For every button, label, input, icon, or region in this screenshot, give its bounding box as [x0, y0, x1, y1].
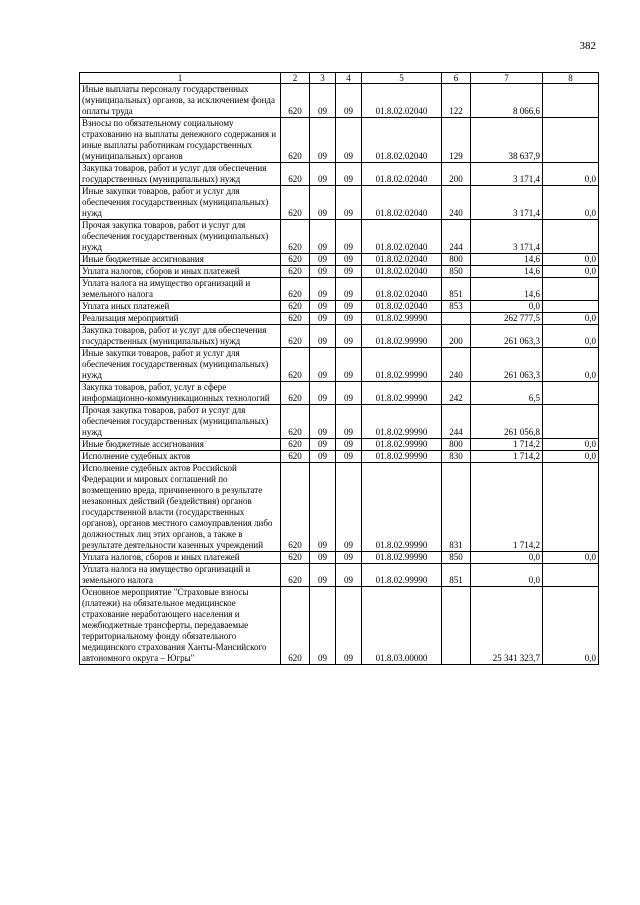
cell-ministry: 620: [281, 348, 310, 382]
cell-section: 09: [310, 451, 336, 463]
cell-expense-type: 240: [442, 348, 471, 382]
header-row: [80, 73, 599, 84]
cell-section: 09: [310, 84, 336, 118]
cell-ministry: 620: [281, 587, 310, 665]
cell-subsection: 09: [336, 552, 362, 564]
cell-federal-amount: 0,0: [543, 439, 599, 451]
table-row: [80, 118, 599, 163]
cell-target-article: 01.8.02.99990: [362, 348, 442, 382]
table-row: [80, 325, 599, 348]
cell-ministry: 620: [281, 220, 310, 254]
table-row: [80, 301, 599, 313]
cell-federal-amount: 0,0: [543, 348, 599, 382]
cell-subsection: 09: [336, 163, 362, 186]
cell-section: 09: [310, 325, 336, 348]
cell-amount: 261 063,3: [471, 325, 543, 348]
cell-name: Основное мероприятие "Страховые взносы (платежи) на обязательное медицинское страхование неработающего населения и межбюджетные трансферты, передаваемые территориальному фонду обязательного медицинского страхования Ханты-Мансийского автономного округа – Югры": [80, 587, 281, 665]
cell-target-article: 01.8.02.99990: [362, 564, 442, 587]
cell-subsection: 09: [336, 278, 362, 301]
cell-ministry: 620: [281, 266, 310, 278]
cell-expense-type: [442, 313, 471, 325]
cell-section: 09: [310, 463, 336, 552]
cell-section: 09: [310, 313, 336, 325]
table-row: [80, 587, 599, 665]
cell-amount: 14,6: [471, 254, 543, 266]
cell-expense-type: 831: [442, 463, 471, 552]
cell-ministry: 620: [281, 405, 310, 439]
cell-name: Уплата налога на имущество организаций и земельного налога: [80, 564, 281, 587]
cell-expense-type: 850: [442, 266, 471, 278]
table-row: [80, 382, 599, 405]
cell-target-article: 01.8.02.99990: [362, 439, 442, 451]
table-row: [80, 313, 599, 325]
cell-expense-type: [442, 587, 471, 665]
table-row: [80, 439, 599, 451]
cell-name: Уплата налогов, сборов и иных платежей: [80, 552, 281, 564]
cell-federal-amount: [543, 118, 599, 163]
col-header-2: 2: [281, 73, 310, 84]
cell-subsection: 09: [336, 313, 362, 325]
cell-name: Иные бюджетные ассигнования: [80, 254, 281, 266]
table-row: [80, 451, 599, 463]
cell-expense-type: 853: [442, 301, 471, 313]
cell-name: Уплата налога на имущество организаций и земельного налога: [80, 278, 281, 301]
cell-name: Прочая закупка товаров, работ и услуг для обеспечения государственных (муниципальных) нужд: [80, 220, 281, 254]
cell-section: 09: [310, 118, 336, 163]
table-row: [80, 220, 599, 254]
cell-federal-amount: [543, 405, 599, 439]
cell-subsection: 09: [336, 463, 362, 552]
cell-target-article: 01.8.02.02040: [362, 163, 442, 186]
table-row: [80, 463, 599, 552]
cell-federal-amount: [543, 278, 599, 301]
cell-name: Иные выплаты персоналу государственных (муниципальных) органов, за исключением фонда оплаты труда: [80, 84, 281, 118]
cell-name: Уплата налогов, сборов и иных платежей: [80, 266, 281, 278]
cell-ministry: 620: [281, 382, 310, 405]
cell-subsection: 09: [336, 220, 362, 254]
cell-section: 09: [310, 405, 336, 439]
cell-amount: 0,0: [471, 552, 543, 564]
cell-amount: 8 066,6: [471, 84, 543, 118]
cell-target-article: 01.8.02.02040: [362, 220, 442, 254]
cell-target-article: 01.8.02.02040: [362, 186, 442, 220]
cell-target-article: 01.8.02.02040: [362, 278, 442, 301]
cell-section: 09: [310, 220, 336, 254]
cell-ministry: 620: [281, 118, 310, 163]
budget-table: [79, 72, 599, 665]
col-header-8: 8: [543, 73, 599, 84]
cell-subsection: 09: [336, 587, 362, 665]
cell-target-article: 01.8.02.02040: [362, 301, 442, 313]
cell-target-article: 01.8.02.99990: [362, 463, 442, 552]
cell-section: 09: [310, 301, 336, 313]
cell-target-article: 01.8.02.99990: [362, 552, 442, 564]
cell-name: Уплата иных платежей: [80, 301, 281, 313]
cell-amount: 14,6: [471, 278, 543, 301]
cell-ministry: 620: [281, 163, 310, 186]
cell-subsection: 09: [336, 564, 362, 587]
cell-federal-amount: [543, 564, 599, 587]
col-header-5: 5: [362, 73, 442, 84]
cell-expense-type: 200: [442, 325, 471, 348]
cell-ministry: 620: [281, 552, 310, 564]
col-header-1: 1: [80, 73, 281, 84]
cell-expense-type: 129: [442, 118, 471, 163]
cell-target-article: 01.8.02.99990: [362, 451, 442, 463]
cell-target-article: 01.8.02.02040: [362, 266, 442, 278]
cell-ministry: 620: [281, 325, 310, 348]
table-row: [80, 348, 599, 382]
cell-federal-amount: 0,0: [543, 325, 599, 348]
cell-ministry: 620: [281, 451, 310, 463]
cell-federal-amount: [543, 301, 599, 313]
cell-ministry: 620: [281, 186, 310, 220]
cell-expense-type: 850: [442, 552, 471, 564]
cell-expense-type: 200: [442, 163, 471, 186]
table-row: [80, 564, 599, 587]
cell-section: 09: [310, 163, 336, 186]
cell-amount: 1 714,2: [471, 451, 543, 463]
cell-ministry: 620: [281, 254, 310, 266]
cell-section: 09: [310, 382, 336, 405]
cell-expense-type: 851: [442, 278, 471, 301]
cell-section: 09: [310, 587, 336, 665]
table-row: [80, 266, 599, 278]
page-number: 382: [579, 40, 596, 52]
cell-name: Закупка товаров, работ, услуг в сфере информационно-коммуникационных технологий: [80, 382, 281, 405]
cell-name: Взносы по обязательному социальному страхованию на выплаты денежного содержания и иные выплаты работникам государственных (муниципальных) органов: [80, 118, 281, 163]
cell-expense-type: 242: [442, 382, 471, 405]
cell-section: 09: [310, 278, 336, 301]
cell-section: 09: [310, 552, 336, 564]
cell-federal-amount: 0,0: [543, 254, 599, 266]
cell-name: Иные закупки товаров, работ и услуг для обеспечения государственных (муниципальных) нужд: [80, 186, 281, 220]
cell-ministry: 620: [281, 313, 310, 325]
cell-subsection: 09: [336, 382, 362, 405]
cell-amount: 25 341 323,7: [471, 587, 543, 665]
cell-ministry: 620: [281, 463, 310, 552]
cell-expense-type: 800: [442, 439, 471, 451]
cell-federal-amount: 0,0: [543, 587, 599, 665]
cell-subsection: 09: [336, 254, 362, 266]
cell-amount: 1 714,2: [471, 463, 543, 552]
cell-federal-amount: 0,0: [543, 552, 599, 564]
cell-expense-type: 244: [442, 405, 471, 439]
cell-section: 09: [310, 266, 336, 278]
cell-subsection: 09: [336, 348, 362, 382]
cell-name: Закупка товаров, работ и услуг для обеспечения государственных (муниципальных) нужд: [80, 163, 281, 186]
cell-expense-type: 800: [442, 254, 471, 266]
cell-target-article: 01.8.03.00000: [362, 587, 442, 665]
cell-amount: 3 171,4: [471, 186, 543, 220]
cell-federal-amount: [543, 84, 599, 118]
cell-ministry: 620: [281, 301, 310, 313]
cell-amount: 38 637,9: [471, 118, 543, 163]
cell-subsection: 09: [336, 118, 362, 163]
cell-subsection: 09: [336, 439, 362, 451]
table-row: [80, 186, 599, 220]
cell-federal-amount: [543, 463, 599, 552]
cell-expense-type: 830: [442, 451, 471, 463]
cell-subsection: 09: [336, 186, 362, 220]
cell-subsection: 09: [336, 405, 362, 439]
cell-amount: 0,0: [471, 564, 543, 587]
cell-section: 09: [310, 254, 336, 266]
cell-federal-amount: 0,0: [543, 186, 599, 220]
cell-amount: 262 777,5: [471, 313, 543, 325]
cell-federal-amount: 0,0: [543, 313, 599, 325]
cell-target-article: 01.8.02.99990: [362, 325, 442, 348]
table-row: [80, 278, 599, 301]
cell-section: 09: [310, 564, 336, 587]
table-body: [80, 84, 599, 665]
cell-name: Исполнение судебных актов: [80, 451, 281, 463]
table-row: [80, 163, 599, 186]
cell-target-article: 01.8.02.99990: [362, 313, 442, 325]
cell-section: 09: [310, 439, 336, 451]
cell-name: Иные закупки товаров, работ и услуг для обеспечения государственных (муниципальных) нужд: [80, 348, 281, 382]
cell-target-article: 01.8.02.02040: [362, 84, 442, 118]
cell-amount: 0,0: [471, 301, 543, 313]
cell-name: Реализация мероприятий: [80, 313, 281, 325]
cell-subsection: 09: [336, 266, 362, 278]
cell-section: 09: [310, 348, 336, 382]
cell-federal-amount: 0,0: [543, 451, 599, 463]
cell-ministry: 620: [281, 84, 310, 118]
cell-target-article: 01.8.02.99990: [362, 382, 442, 405]
cell-expense-type: 244: [442, 220, 471, 254]
cell-subsection: 09: [336, 84, 362, 118]
col-header-7: 7: [471, 73, 543, 84]
cell-amount: 261 056,8: [471, 405, 543, 439]
col-header-6: 6: [442, 73, 471, 84]
cell-amount: 1 714,2: [471, 439, 543, 451]
cell-name: Исполнение судебных актов Российской Федерации и мировых соглашений по возмещению вреда, причиненного в результате незаконных действий (бездействия) органов государственной власти (государственных органов), органов местного самоуправления либо должностных лиц этих органов, а также в результате деятельности казенных учреждений: [80, 463, 281, 552]
cell-subsection: 09: [336, 301, 362, 313]
cell-section: 09: [310, 186, 336, 220]
cell-federal-amount: [543, 220, 599, 254]
col-header-4: 4: [336, 73, 362, 84]
cell-name: Иные бюджетные ассигнования: [80, 439, 281, 451]
cell-federal-amount: 0,0: [543, 266, 599, 278]
cell-amount: 6,5: [471, 382, 543, 405]
cell-name: Закупка товаров, работ и услуг для обеспечения государственных (муниципальных) нужд: [80, 325, 281, 348]
table-row: [80, 254, 599, 266]
table-row: [80, 405, 599, 439]
cell-ministry: 620: [281, 439, 310, 451]
cell-target-article: 01.8.02.02040: [362, 254, 442, 266]
cell-subsection: 09: [336, 451, 362, 463]
cell-amount: 3 171,4: [471, 220, 543, 254]
cell-amount: 14,6: [471, 266, 543, 278]
cell-amount: 3 171,4: [471, 163, 543, 186]
cell-subsection: 09: [336, 325, 362, 348]
cell-ministry: 620: [281, 278, 310, 301]
col-header-3: 3: [310, 73, 336, 84]
cell-expense-type: 240: [442, 186, 471, 220]
cell-name: Прочая закупка товаров, работ и услуг для обеспечения государственных (муниципальных) нужд: [80, 405, 281, 439]
cell-expense-type: 122: [442, 84, 471, 118]
cell-expense-type: 851: [442, 564, 471, 587]
cell-federal-amount: [543, 382, 599, 405]
cell-amount: 261 063,3: [471, 348, 543, 382]
table-row: [80, 84, 599, 118]
cell-target-article: 01.8.02.02040: [362, 118, 442, 163]
cell-federal-amount: 0,0: [543, 163, 599, 186]
cell-ministry: 620: [281, 564, 310, 587]
cell-target-article: 01.8.02.99990: [362, 405, 442, 439]
table-row: [80, 552, 599, 564]
